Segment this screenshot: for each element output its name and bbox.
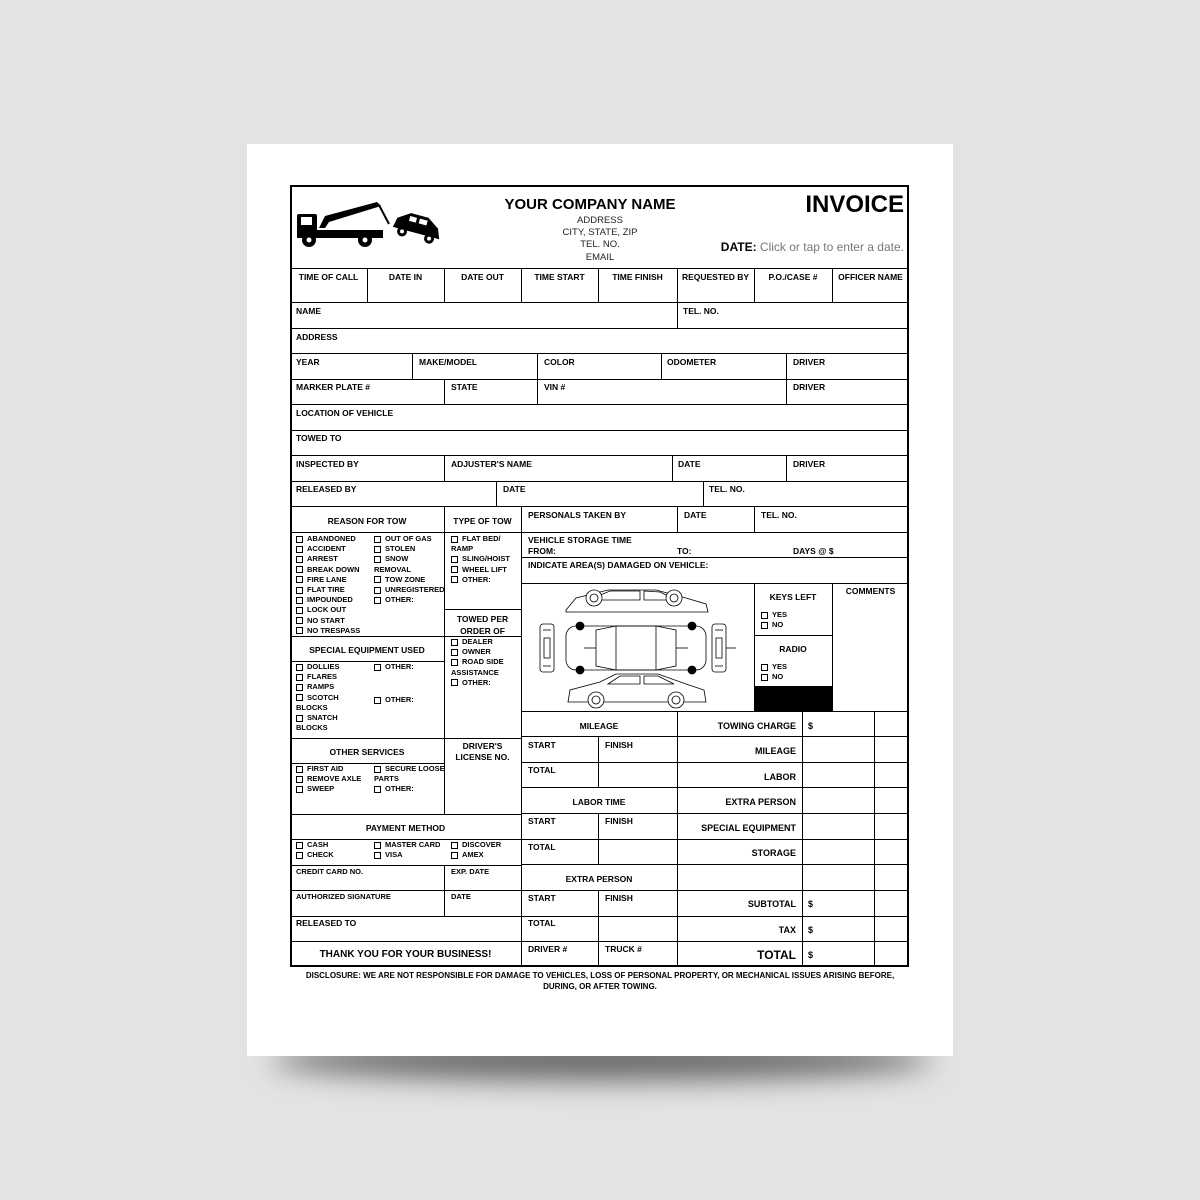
radio-options [761,662,787,682]
grid-line [521,762,909,763]
checkbox-sling-hoist[interactable]: SLING/HOIST [451,554,510,564]
grid-line [290,941,521,942]
grid-line [290,353,909,354]
grid-line [521,839,909,840]
driver-label: DRIVER [793,357,826,367]
other-services-list-2 [374,764,445,774]
grid-line [290,302,909,303]
exp-date-label: EXP. DATE [451,867,490,876]
company-tel: TEL. NO. [580,239,620,251]
checkbox-keys-no[interactable]: NO [761,620,787,630]
grid-line [290,738,521,739]
grid-line [521,711,909,712]
location-label: LOCATION OF VEHICLE [296,408,394,418]
checkbox-unregistered[interactable]: UNREGISTERED [374,585,445,595]
company-address: ADDRESS [577,215,623,226]
grid-line [521,916,909,917]
grid-line [290,379,909,380]
checkbox-remove-axle[interactable]: REMOVE AXLE [296,774,361,784]
mileage-charge-label: MILEAGE [754,746,796,756]
checkbox-accident[interactable]: ACCIDENT [296,544,360,554]
grid-line [537,379,538,404]
tax-currency: $ [808,925,814,935]
grid-line [521,532,909,533]
storage-days: DAYS @ $ [793,546,834,556]
grid-line [598,890,599,967]
grid-line [290,455,909,456]
reason-title: REASON FOR TOW [327,516,407,526]
personals-taken-label: PERSONALS TAKEN BY [528,510,627,520]
black-fill-block [754,686,832,711]
reason-col2 [374,534,432,565]
odometer-label: ODOMETER [667,357,717,367]
released-to-label: RELEASED TO [296,918,357,928]
checkbox-master-card[interactable]: MASTER CARD [374,840,440,850]
radio-title: RADIO [779,644,807,654]
checkbox-dollies[interactable]: DOLLIES [296,662,340,672]
grid-line [444,455,445,481]
grid-line [290,636,444,637]
grid-line [754,635,832,636]
grid-line [444,379,445,404]
checkbox-tow-zone[interactable]: TOW ZONE [374,575,445,585]
vin-label: VIN # [544,382,566,392]
type-of-tow-title: TYPE OF TOW [453,516,512,526]
invoice-title: INVOICE [805,191,904,218]
storage-charge-label: STORAGE [751,848,796,858]
extra-finish: FINISH [605,893,633,903]
reason-col2b [374,575,445,606]
driver-label-3: DRIVER [793,459,826,469]
damage-title: INDICATE AREA(S) DAMAGED ON VEHICLE: [528,560,709,570]
grid-line [672,455,673,481]
checkbox-flat-tire[interactable]: FLAT TIRE [296,585,360,595]
checkbox-secure-loose-parts[interactable]: SECURE LOOSE [374,764,445,774]
payment-col1 [296,840,334,860]
grid-line [521,787,909,788]
special-equipment-other-2 [374,695,414,705]
checkbox-break-down[interactable]: BREAK DOWN [296,565,360,575]
checkbox-snow-removal[interactable]: SNOW [374,554,432,564]
total-label: TOTAL [757,948,796,962]
date-input[interactable]: Click or tap to enter a date. [759,240,904,254]
grid-line [786,379,787,404]
car-front-view [540,624,554,672]
checkbox-no-start[interactable]: NO START [296,616,360,626]
grid-line [661,353,662,379]
labor-total: TOTAL [528,842,556,852]
grid-line [290,430,909,431]
grid-line [832,583,833,711]
checkbox-fire-lane[interactable]: FIRE LANE [296,575,360,585]
tel-label-2: TEL. NO. [709,484,745,494]
special-equipment-charge-label: SPECIAL EQUIPMENT [701,823,796,833]
inspected-by-label: INSPECTED BY [296,459,359,469]
date-out-label: DATE OUT [461,272,504,282]
date-label-2: DATE [503,484,526,494]
checkbox-wheel-lift[interactable]: WHEEL LIFT [451,565,510,575]
checkbox-ramps[interactable]: RAMPS [296,682,340,692]
road-side-continued: ASSISTANCE [451,667,499,677]
checkbox-first-aid[interactable]: FIRST AID [296,764,361,774]
other-services-list-3 [374,784,414,794]
company-city: CITY, STATE, ZIP [562,227,638,239]
checkbox-no-trespass[interactable]: NO TRESPASS [296,626,360,636]
checkbox-radio-yes[interactable]: YES [761,662,787,672]
grid-line [290,865,521,866]
personals-tel-label: TEL. NO. [761,510,797,520]
address-label: ADDRESS [296,332,338,342]
checkbox-services-other[interactable]: OTHER: [374,784,414,794]
grid-line [444,609,521,610]
mileage-total: TOTAL [528,765,556,775]
labor-start: START [528,816,556,826]
requested-by-label: REQUESTED BY [681,272,750,282]
car-side-view-bottom [568,674,706,708]
special-equipment-other-1 [374,662,414,672]
checkbox-scotch-blocks[interactable]: SCOTCH [296,693,340,703]
po-case-label: P.O./CASE # [768,272,818,282]
grid-line [290,916,521,917]
labor-time-title: LABOR TIME [572,797,626,807]
grid-line [290,268,909,269]
company-email: EMAIL [585,251,615,263]
checkbox-radio-no[interactable]: NO [761,672,787,682]
auth-date-label: DATE [451,892,471,901]
storage-from: FROM: [528,546,556,556]
other-services-title: OTHER SERVICES [329,747,405,757]
checkbox-arrest[interactable]: ARREST [296,554,360,564]
checkbox-flares[interactable]: FLARES [296,672,340,682]
released-by-label: RELEASED BY [296,484,357,494]
state-label: STATE [451,382,478,392]
flat-bed-continued: RAMP [451,544,474,554]
type-of-tow-list [451,534,501,544]
tax-label: TAX [778,925,796,935]
adjuster-label: ADJUSTER'S NAME [451,459,532,469]
mileage-start: START [528,740,556,750]
color-label: COLOR [544,357,575,367]
special-equipment-list-2 [296,713,338,723]
checkbox-stolen[interactable]: STOLEN [374,544,432,554]
car-side-view-top [566,590,708,612]
time-of-call-label: TIME OF CALL [298,272,359,282]
grid-line [290,814,521,815]
checkbox-snatch-blocks[interactable]: SNATCH [296,713,338,723]
grid-line [521,583,909,584]
checkbox-amex[interactable]: AMEX [451,850,501,860]
labor-finish: FINISH [605,816,633,826]
checkbox-visa[interactable]: VISA [374,850,440,860]
type-of-tow-list-2 [451,554,510,585]
checkbox-towed-other[interactable]: OTHER: [451,678,491,688]
grid-line [537,353,538,379]
grid-line [290,481,909,482]
grid-line [521,941,909,942]
grid-line [521,736,909,737]
truck-number-label: TRUCK # [605,944,642,954]
towed-per-line2: ORDER OF [460,626,505,636]
checkbox-equipment-other-2[interactable]: OTHER: [374,695,414,705]
checkbox-road-side[interactable]: ROAD SIDE [451,657,504,667]
towing-charge-label: TOWING CHARGE [717,721,796,731]
car-top-view [566,622,706,674]
thank-you-text: THANK YOU FOR YOUR BUSINESS! [319,949,492,960]
keys-left-options [761,610,787,630]
invoice-date[interactable] [690,240,904,254]
grid-line [290,328,909,329]
plate-label: MARKER PLATE # [296,382,370,392]
payment-col2 [374,840,440,860]
grid-line [412,353,413,379]
grid-line [290,506,909,507]
subtotal-currency: $ [808,899,814,909]
drivers-license-line1: DRIVER'S [462,741,503,751]
grid-line [290,890,521,891]
towed-per-title [444,613,521,637]
payment-title: PAYMENT METHOD [365,823,446,833]
grid-line [521,813,909,814]
checkbox-cash[interactable]: CASH [296,840,334,850]
time-start-label: TIME START [534,272,585,282]
grid-line [521,557,909,558]
special-equipment-list [296,662,340,703]
extra-total: TOTAL [528,918,556,928]
subtotal-label: SUBTOTAL [747,899,796,909]
towed-per-list-2 [451,678,491,688]
grid-line [754,506,755,532]
mileage-title: MILEAGE [579,721,619,731]
checkbox-keys-yes[interactable]: YES [761,610,787,620]
company-name: YOUR COMPANY NAME [504,196,676,213]
reason-col1 [296,534,360,636]
officer-name-label: OFFICER NAME [838,272,903,282]
extra-person-title: EXTRA PERSON [565,874,633,884]
tow-truck-icon [295,200,445,250]
checkbox-lock-out[interactable]: LOCK OUT [296,605,360,615]
grid-line [677,506,678,532]
checkbox-reason-other[interactable]: OTHER: [374,595,445,605]
car-rear-view [712,624,736,672]
drivers-license-line2: LICENSE NO. [455,752,510,762]
storage-to: TO: [677,546,692,556]
total-currency: $ [808,950,814,960]
grid-line [677,302,678,328]
checkbox-dealer[interactable]: DEALER [451,637,504,647]
checkbox-out-of-gas[interactable]: OUT OF GAS [374,534,432,544]
labor-charge-label: LABOR [764,772,796,782]
disclosure-text: DISCLOSURE: WE ARE NOT RESPONSIBLE FOR DAMAGE TO VEHICLES, LOSS OF PERSONAL PROPERTY, OR MECHANICAL ISSUES ARISING BEFORE, DURING, OR AFTER TOWING. [305,971,895,991]
grid-line [786,455,787,481]
grid-line [521,864,909,865]
date-in-label: DATE IN [388,272,423,282]
snow-removal-continued: REMOVAL [374,564,411,574]
checkbox-equipment-other-1[interactable]: OTHER: [374,662,414,672]
towed-to-label: TOWED TO [296,433,342,443]
grid-line [290,532,521,533]
driver-label-2: DRIVER [793,382,826,392]
name-label: NAME [296,306,322,316]
year-label: YEAR [296,357,320,367]
date-label-1: DATE [678,459,701,469]
checkbox-owner[interactable]: OWNER [451,647,504,657]
checkbox-discover[interactable]: DISCOVER [451,840,501,850]
checkbox-flat-bed[interactable]: FLAT BED/ [451,534,501,544]
checkbox-impounded[interactable]: IMPOUNDED [296,595,360,605]
extra-start: START [528,893,556,903]
extra-person-charge-label: EXTRA PERSON [725,797,796,807]
grid-line [290,404,909,405]
auth-signature-label: AUTHORIZED SIGNATURE [296,892,391,901]
towing-currency: $ [808,721,814,731]
payment-col3 [451,840,501,860]
time-finish-label: TIME FINISH [612,272,663,282]
mileage-finish: FINISH [605,740,633,750]
company-contact [520,215,680,264]
scotch-blocks-continued: BLOCKS [296,702,328,712]
special-equipment-title: SPECIAL EQUIPMENT USED [309,645,425,655]
drivers-license-title [444,741,521,763]
grid-line [496,481,497,506]
checkbox-tow-other[interactable]: OTHER: [451,575,510,585]
personals-date-label: DATE [684,510,707,520]
driver-number-label: DRIVER # [528,944,568,954]
comments-title: COMMENTS [845,586,896,596]
towed-per-line1: TOWED PER [456,614,509,624]
towed-per-list [451,637,504,668]
checkbox-abandoned[interactable]: ABANDONED [296,534,360,544]
tel-label: TEL. NO. [683,306,719,316]
grid-line [703,481,704,506]
date-label: DATE: [720,240,757,254]
credit-card-label: CREDIT CARD NO. [296,867,364,876]
secure-loose-continued: PARTS [374,774,399,784]
snatch-blocks-continued: BLOCKS [296,723,328,733]
keys-left-title: KEYS LEFT [769,592,817,602]
storage-title: VEHICLE STORAGE TIME [528,535,632,545]
grid-line [786,353,787,379]
checkbox-check[interactable]: CHECK [296,850,334,860]
vehicle-damage-diagram[interactable] [536,586,740,710]
grid-line [521,890,909,891]
checkbox-sweep[interactable]: SWEEP [296,784,361,794]
other-services-list [296,764,361,795]
make-model-label: MAKE/MODEL [419,357,478,367]
